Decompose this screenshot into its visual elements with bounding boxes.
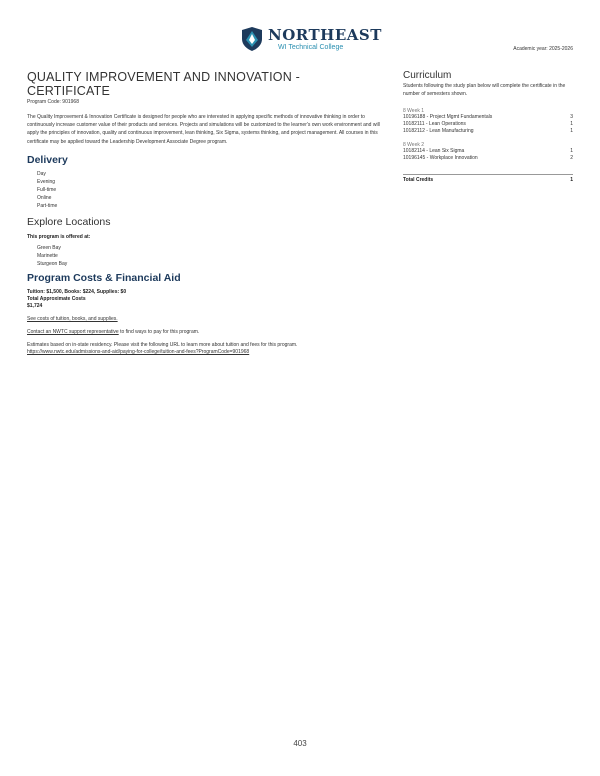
- curriculum-intro: Students following the study plan below will complete the certificate in the number of semesters shown.: [403, 83, 566, 97]
- brand-subtitle: WI Technical College: [278, 43, 344, 51]
- program-description: The Quality Improvement & Innovation Certificate is designed for people who are interested in applying specific methods of innovative thinking in order to continuously increase customer value of their products and services. Projects and simulations will be customized to the learner's own work environment and will apply the principles of innovation, quality and continuous improvement, lean thinking, Six Sigma, systems thinking, and project management. All courses in this certificate may be applied toward the Leadership Development Associate Degree program.: [27, 114, 380, 145]
- total-costs-value: $1,724: [27, 302, 43, 309]
- term-label: 8 Week 2: [403, 141, 425, 148]
- course-row: [403, 148, 573, 155]
- program-code: Program Code: 901968: [27, 99, 79, 105]
- list-item: Full-time: [37, 186, 57, 193]
- college-logo: [241, 26, 382, 52]
- page-number: 403: [293, 739, 307, 748]
- cost-breakdown: Tuition: $1,500, Books: $224, Supplies: $0: [27, 288, 127, 295]
- total-costs-label: Total Approximate Costs: [27, 295, 86, 302]
- total-credits-value: 1: [570, 177, 573, 184]
- brand-name: NORTHEAST: [268, 25, 382, 44]
- estimate-note: Estimates based on in-state residency. Please visit the following URL to learn more about tuition and fees for this program.: [27, 341, 298, 348]
- total-credits-label: Total Credits: [403, 177, 434, 184]
- course-credits: 1: [570, 121, 573, 128]
- list-item: Marinette: [37, 252, 58, 259]
- list-item: Part-time: [37, 202, 58, 209]
- program-title: [27, 70, 389, 98]
- course-row: [403, 155, 573, 162]
- course-row: [403, 114, 573, 121]
- curriculum-column: [403, 70, 573, 183]
- costs-heading: Program Costs & Financial Aid: [27, 271, 181, 284]
- page-header: [0, 0, 600, 62]
- program-title-line-1: QUALITY IMPROVEMENT AND INNOVATION -: [27, 70, 300, 84]
- total-credits-row: [403, 177, 573, 183]
- list-item: Green Bay: [37, 244, 61, 251]
- locations-list: [27, 244, 389, 268]
- delivery-list: [27, 170, 389, 210]
- list-item: Day: [37, 170, 46, 177]
- list-item: Evening: [37, 178, 56, 185]
- course-name: 10182112 - Lean Manufacturing: [403, 128, 474, 135]
- course-credits: 3: [570, 114, 573, 120]
- course-name: 10196188 - Project Mgmt Fundamentals: [403, 114, 493, 120]
- contact-support-link[interactable]: Contact an NWTC support representative: [27, 328, 119, 335]
- tuition-url-link[interactable]: https://www.nwtc.edu/admissions-and-aid/paying-for-college/tuition-and-fees?ProgramCode=901968: [27, 348, 250, 355]
- offered-at-label: This program is offered at:: [27, 233, 91, 240]
- program-main-column: [27, 70, 389, 356]
- course-name: 10182114 - Lean Six Sigma: [403, 147, 465, 154]
- course-row: [403, 121, 573, 128]
- course-credits: 1: [570, 147, 573, 154]
- course-row: [403, 128, 573, 135]
- program-title-line-2: CERTIFICATE: [27, 84, 110, 98]
- list-item: Sturgeon Bay: [37, 260, 68, 267]
- see-costs-link[interactable]: See costs of tuition, books, and supplies.: [27, 315, 118, 322]
- course-name: 10182111 - Lean Operations: [403, 121, 466, 128]
- shield-icon: [241, 26, 263, 52]
- term-label: 8 Week 1: [403, 108, 425, 114]
- academic-year: Academic year: 2025-2026: [513, 46, 573, 52]
- list-item: Online: [37, 194, 52, 201]
- course-credits: 2: [570, 154, 573, 161]
- contact-support-text: to find ways to pay for this program.: [118, 328, 200, 335]
- course-name: 10196145 - Workplace Innovation: [403, 154, 478, 161]
- explore-locations-heading: Explore Locations: [27, 215, 111, 228]
- delivery-heading: Delivery: [27, 153, 68, 166]
- total-divider: [403, 174, 573, 175]
- course-credits: 1: [570, 128, 573, 135]
- curriculum-heading: Curriculum: [403, 70, 452, 81]
